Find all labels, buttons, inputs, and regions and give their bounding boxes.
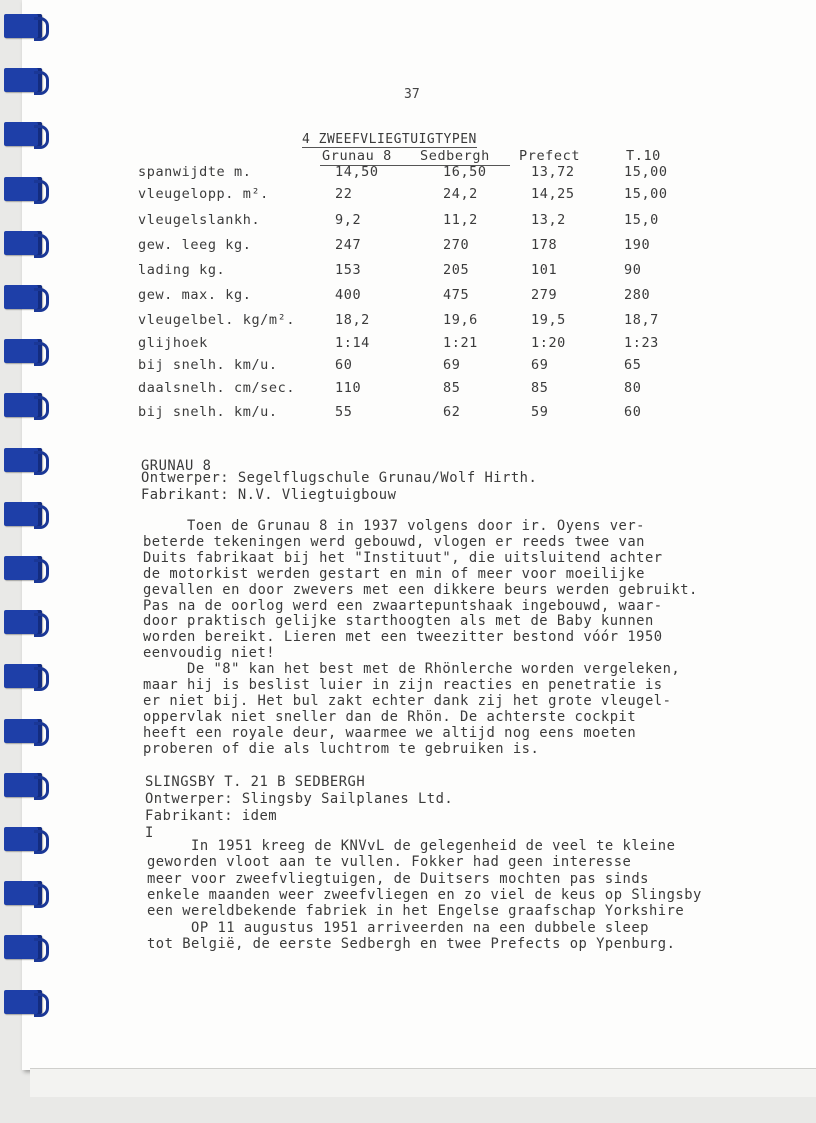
- column-header-t10: T.10: [626, 148, 661, 164]
- table-cell: 18,2: [335, 312, 370, 328]
- table-cell: 14,25: [531, 186, 575, 202]
- table-cell: 153: [335, 262, 362, 278]
- table-cell: 13,72: [531, 164, 575, 180]
- grunau-designer: Ontwerper: Segelflugschule Grunau/Wolf Hirth.: [141, 470, 538, 486]
- table-cell: 22: [335, 186, 353, 202]
- table-cell: 19,5: [531, 312, 566, 328]
- binding-ring: [4, 990, 42, 1014]
- text-line: er niet bij. Het bul zakt echter dank zij het grote vleugel-: [143, 692, 672, 709]
- page-number: 37: [404, 87, 420, 102]
- table-cell: 1:14: [335, 335, 370, 351]
- row-label: glijhoek: [138, 335, 208, 351]
- table-cell: 85: [443, 380, 461, 396]
- table-cell: 190: [624, 237, 651, 253]
- table-cell: 9,2: [335, 212, 362, 228]
- text-line: Duits fabrikaat bij het "Instituut", die uitsluitend achter: [143, 549, 663, 566]
- text-line: door praktisch gelijke starthoogten als met de Baby kunnen: [143, 613, 654, 630]
- table-cell: 1:21: [443, 335, 478, 351]
- stray-mark: I: [145, 825, 154, 841]
- row-label: daalsnelh. cm/sec.: [138, 380, 296, 396]
- next-page-edge: [30, 1068, 816, 1097]
- table-cell: 1:23: [624, 335, 659, 351]
- binding-ring: [4, 935, 42, 959]
- table-cell: 19,6: [443, 312, 478, 328]
- text-line: Toen de Grunau 8 in 1937 volgens door ir. Oyens ver-: [143, 518, 645, 534]
- text-line: meer voor zweefvliegtuigen, de Duitsers mochten pas sinds: [147, 870, 649, 887]
- table-cell: 178: [531, 237, 558, 253]
- text-line: oppervlak niet sneller dan de Rhön. De achterste cockpit: [143, 708, 637, 725]
- table-row: [138, 186, 698, 210]
- column-header-sedbergh: Sedbergh: [420, 148, 490, 164]
- table-row: [138, 312, 698, 336]
- table-cell: 279: [531, 287, 558, 303]
- table-cell: 11,2: [443, 212, 478, 228]
- text-line: In 1951 kreeg de KNVvL de gelegenheid de veel te kleine: [147, 838, 676, 854]
- row-label: gew. leeg kg.: [138, 237, 252, 253]
- text-line: heeft een royale deur, waarmee we altijd nog eens moeten: [143, 724, 637, 741]
- section-heading-sedbergh: SLINGSBY T. 21 B SEDBERGH: [145, 774, 366, 790]
- text-line: maar hij is beslist luier in zijn reacties en penetratie is: [143, 677, 663, 693]
- sedbergh-designer: Ontwerper: Slingsby Sailplanes Ltd.: [145, 791, 454, 807]
- row-label: vleugelslankh.: [138, 212, 261, 228]
- text-line: geworden vloot aan te vullen. Fokker had geen interesse: [147, 854, 632, 871]
- table-row: [138, 262, 698, 286]
- binding-ring: [4, 664, 42, 688]
- binding-ring: [4, 773, 42, 797]
- binding-ring: [4, 448, 42, 472]
- table-title: 4 ZWEEFVLIEGTUIGTYPEN: [302, 132, 477, 147]
- text-line: Pas na de oorlog werd een zwaartepuntshaak ingebouwd, waar-: [143, 597, 663, 614]
- text-line: De "8" kan het best met de Rhönlerche worden vergeleken,: [143, 661, 681, 678]
- table-cell: 24,2: [443, 186, 478, 202]
- row-label: bij snelh. km/u.: [138, 357, 278, 373]
- binding-ring: [4, 177, 42, 201]
- table-cell: 18,7: [624, 312, 659, 328]
- binding-ring: [4, 285, 42, 309]
- table-cell: 16,50: [443, 164, 487, 180]
- binding-ring: [4, 393, 42, 417]
- text-line: proberen of die als luchtrom te gebruiken is.: [143, 740, 540, 757]
- binding-ring: [4, 719, 42, 743]
- table-cell: 80: [624, 380, 642, 396]
- binding-ring: [4, 556, 42, 580]
- row-label: spanwijdte m.: [138, 164, 252, 180]
- table-cell: 1:20: [531, 335, 566, 351]
- text-line: worden bereikt. Lieren met een tweezitter bestond vóór 1950: [143, 629, 663, 646]
- table-cell: 15,00: [624, 186, 668, 202]
- table-cell: 14,50: [335, 164, 379, 180]
- binding-ring: [4, 827, 42, 851]
- table-cell: 69: [443, 357, 461, 373]
- text-line: eenvoudig niet!: [143, 645, 276, 662]
- table-cell: 90: [624, 262, 642, 278]
- text-line: enkele maanden weer zweefvliegen en zo viel de keus op Slingsby: [147, 886, 702, 903]
- table-cell: 280: [624, 287, 651, 303]
- row-label: lading kg.: [138, 262, 226, 278]
- binding-ring: [4, 502, 42, 526]
- table-row: [138, 212, 698, 236]
- row-label: bij snelh. km/u.: [138, 404, 278, 420]
- text-line: gevallen en door zwevers met een dikkere beurs werden gebruikt.: [143, 581, 698, 598]
- table-cell: 475: [443, 287, 470, 303]
- row-label: vleugelbel. kg/m².: [138, 312, 296, 328]
- table-cell: 60: [624, 404, 642, 420]
- table-row: [138, 287, 698, 311]
- table-cell: 60: [335, 357, 353, 373]
- grunau-manufacturer: Fabrikant: N.V. Vliegtuigbouw: [141, 487, 397, 503]
- table-cell: 62: [443, 404, 461, 420]
- binding-ring: [4, 14, 42, 38]
- table-cell: 59: [531, 404, 549, 420]
- table-cell: 15,0: [624, 212, 659, 228]
- table-row: [138, 237, 698, 261]
- table-cell: 270: [443, 237, 470, 253]
- table-row: [138, 357, 698, 381]
- table-row: [138, 164, 698, 188]
- table-cell: 69: [531, 357, 549, 373]
- table-cell: 85: [531, 380, 549, 396]
- table-cell: 65: [624, 357, 642, 373]
- binding-ring: [4, 68, 42, 92]
- column-header-prefect: Prefect: [519, 148, 581, 164]
- text-line: OP 11 augustus 1951 arriveerden na een dubbele sleep: [147, 919, 649, 936]
- table-row: [138, 380, 698, 404]
- binding-ring: [4, 122, 42, 146]
- table-cell: 13,2: [531, 212, 566, 228]
- sedbergh-manufacturer: Fabrikant: idem: [145, 808, 278, 824]
- table-cell: 247: [335, 237, 362, 253]
- binding-ring: [4, 881, 42, 905]
- table-cell: 205: [443, 262, 470, 278]
- column-header-grunau: Grunau 8: [322, 148, 392, 164]
- table-cell: 110: [335, 380, 362, 396]
- table-row: [138, 335, 698, 359]
- binding-ring: [4, 231, 42, 255]
- table-cell: 55: [335, 404, 353, 420]
- row-label: gew. max. kg.: [138, 287, 252, 303]
- binding-ring: [4, 339, 42, 363]
- table-cell: 15,00: [624, 164, 668, 180]
- binding-ring: [4, 610, 42, 634]
- table-cell: 101: [531, 262, 558, 278]
- section-heading-grunau: GRUNAU 8: [141, 458, 212, 474]
- text-line: de motorkist werden gestart en min of meer voor moeilijke: [143, 565, 645, 582]
- text-line: beterde tekeningen werd gebouwd, vlogen er reeds twee van: [143, 533, 645, 550]
- row-label: vleugelopp. m².: [138, 186, 269, 202]
- spiral-binding: [0, 0, 60, 1090]
- table-cell: 400: [335, 287, 362, 303]
- text-line: een wereldbekende fabriek in het Engelse graafschap Yorkshire: [147, 903, 685, 920]
- table-row: [138, 404, 698, 428]
- text-line: tot België, de eerste Sedbergh en twee Prefects op Ypenburg.: [147, 935, 676, 952]
